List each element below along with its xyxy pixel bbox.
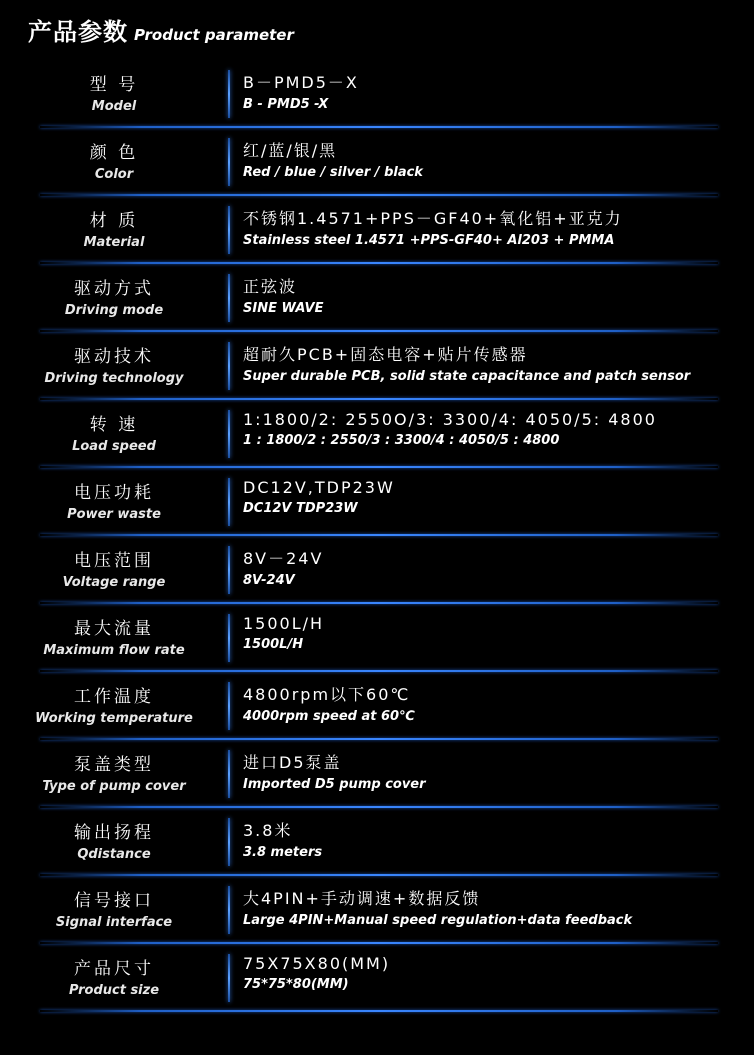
parameter-label-en: Product size	[68, 983, 160, 998]
parameter-row	[0, 264, 754, 332]
parameter-value-en: 75*75*80(MM)	[243, 977, 349, 992]
parameter-label-en: Power waste	[67, 507, 161, 522]
parameter-label	[0, 546, 228, 590]
parameter-label-cn: 输出扬程	[74, 823, 154, 843]
parameter-label-cn: 产品尺寸	[74, 959, 154, 979]
parameter-value-cn: 不锈钢1.4571+PPS－GF40+氧化铝+亚克力	[243, 209, 623, 228]
parameter-value-en: 4000rpm speed at 60℃	[243, 709, 415, 724]
parameter-label-cn: 电压范围	[74, 551, 154, 571]
vertical-divider	[228, 410, 230, 458]
parameter-label-en: Material	[83, 235, 145, 250]
parameter-label-cn: 颜 色	[89, 143, 139, 163]
parameter-value-cn: 进口D5泵盖	[243, 753, 342, 772]
parameter-label-cn: 驱动技术	[74, 347, 154, 367]
parameter-value-en: Super durable PCB, solid state capacitance and patch sensor	[243, 369, 691, 384]
parameter-value-en: 1500L/H	[243, 637, 304, 652]
parameter-value	[243, 818, 744, 860]
parameter-label-en: Load speed	[72, 439, 156, 454]
parameter-value-cn: 超耐久PCB+固态电容+贴片传感器	[243, 345, 528, 364]
vertical-divider	[228, 206, 230, 254]
parameter-label	[0, 410, 228, 454]
parameter-value-en: DC12V TDP23W	[243, 501, 358, 516]
parameter-value	[243, 206, 744, 248]
parameter-row	[0, 196, 754, 264]
vertical-divider	[228, 274, 230, 322]
parameter-row	[0, 468, 754, 536]
parameter-value-en: B - PMD5 -X	[243, 97, 329, 112]
page-header	[28, 12, 294, 44]
parameter-value	[243, 750, 744, 792]
parameter-label	[0, 682, 228, 726]
vertical-divider	[228, 886, 230, 934]
parameter-value-en: Large 4PIN+Manual speed regulation+data feedback	[243, 913, 633, 928]
page-title: 产品参数	[28, 18, 128, 46]
vertical-divider	[228, 342, 230, 390]
parameter-label	[0, 818, 228, 862]
vertical-divider	[228, 70, 230, 118]
vertical-divider	[228, 614, 230, 662]
parameter-row	[0, 876, 754, 944]
parameter-row	[0, 604, 754, 672]
page-title-english: Product parameter	[134, 26, 294, 44]
parameter-value-cn: 正弦波	[243, 277, 298, 296]
parameter-row	[0, 740, 754, 808]
parameter-label-cn: 工作温度	[74, 687, 154, 707]
parameter-label-en: Signal interface	[55, 915, 173, 930]
parameter-value-en: Stainless steel 1.4571 +PPS-GF40+ Al203 + PMMA	[243, 233, 615, 248]
parameter-value	[243, 886, 744, 928]
parameter-row	[0, 672, 754, 740]
parameter-row	[0, 60, 754, 128]
parameter-value-cn: 1:1800/2: 2550O/3: 3300/4: 4050/5: 4800	[243, 410, 657, 429]
parameter-value-en: 1 : 1800/2 : 2550/3 : 3300/4 : 4050/5 : 4800	[243, 433, 560, 448]
parameter-value	[243, 138, 744, 180]
vertical-divider	[228, 546, 230, 594]
parameter-label-cn: 电压功耗	[74, 483, 154, 503]
parameter-row	[0, 400, 754, 468]
parameter-label-cn: 泵盖类型	[74, 755, 154, 775]
parameter-value-en: Imported D5 pump cover	[243, 777, 426, 792]
row-separator	[40, 1010, 718, 1012]
parameter-value-cn: 4800rpm以下60℃	[243, 685, 411, 704]
parameter-label	[0, 750, 228, 794]
parameter-value-cn: 1500L/H	[243, 614, 325, 633]
parameter-label-en: Qdistance	[77, 847, 151, 862]
parameter-label-en: Model	[91, 99, 137, 114]
vertical-divider	[228, 750, 230, 798]
parameter-label-cn: 转 速	[89, 415, 139, 435]
parameter-value	[243, 478, 744, 516]
parameter-label-en: Driving mode	[64, 303, 164, 318]
parameter-value	[243, 410, 744, 448]
parameter-label-cn: 型 号	[89, 75, 139, 95]
parameter-value-en: 8V-24V	[243, 573, 295, 588]
parameter-label-en: Driving technology	[44, 371, 184, 386]
parameter-value	[243, 546, 744, 588]
vertical-divider	[228, 478, 230, 526]
parameter-label-en: Maximum flow rate	[43, 643, 185, 658]
parameter-label-cn: 最大流量	[74, 619, 154, 639]
parameter-label	[0, 206, 228, 250]
vertical-divider	[228, 682, 230, 730]
parameter-label-en: Type of pump cover	[42, 779, 186, 794]
parameter-value	[243, 682, 744, 724]
parameter-value	[243, 342, 744, 384]
parameter-value-cn: 大4PIN+手动调速+数据反馈	[243, 889, 481, 908]
parameter-value	[243, 274, 744, 316]
parameter-value-cn: 红/蓝/银/黑	[243, 141, 338, 160]
parameter-value-cn: DC12V,TDP23W	[243, 478, 395, 497]
parameter-value-cn: 3.8米	[243, 821, 293, 840]
parameter-row	[0, 536, 754, 604]
parameter-label	[0, 478, 228, 522]
parameter-label	[0, 614, 228, 658]
parameter-value-cn: 75X75X80(MM)	[243, 954, 391, 973]
parameter-label-en: Voltage range	[62, 575, 166, 590]
parameter-value	[243, 70, 744, 112]
parameter-label-cn: 驱动方式	[74, 279, 154, 299]
parameter-value	[243, 614, 744, 652]
vertical-divider	[228, 818, 230, 866]
parameter-value-cn: 8V－24V	[243, 549, 324, 568]
parameter-row	[0, 332, 754, 400]
parameter-value	[243, 954, 744, 992]
vertical-divider	[228, 138, 230, 186]
parameter-label	[0, 342, 228, 386]
parameter-value-en: 3.8 meters	[243, 845, 323, 860]
parameter-row	[0, 128, 754, 196]
parameter-value-en: Red / blue / silver / black	[243, 165, 423, 180]
parameter-label-en: Color	[94, 167, 134, 182]
parameter-value-en: SINE WAVE	[243, 301, 324, 316]
parameter-label	[0, 70, 228, 114]
parameter-row	[0, 944, 754, 1012]
parameter-label-en: Working temperature	[35, 711, 193, 726]
parameter-label	[0, 138, 228, 182]
parameter-label-cn: 信号接口	[74, 891, 154, 911]
parameter-table	[0, 60, 754, 1012]
parameter-value-cn: B－PMD5－X	[243, 73, 359, 92]
parameter-row	[0, 808, 754, 876]
parameter-label-cn: 材 质	[89, 211, 139, 231]
parameter-label	[0, 886, 228, 930]
parameter-label	[0, 954, 228, 998]
vertical-divider	[228, 954, 230, 1002]
parameter-label	[0, 274, 228, 318]
